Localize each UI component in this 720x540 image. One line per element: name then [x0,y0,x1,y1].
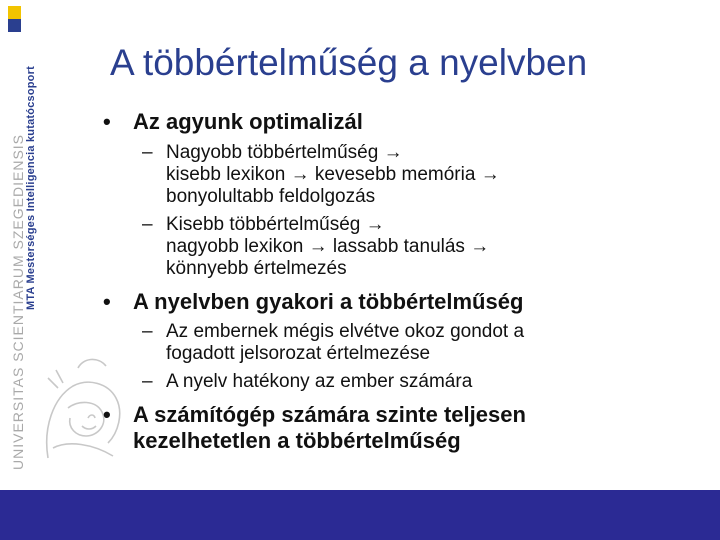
bullet-dot-icon: • [103,109,111,134]
bullet-1 [103,109,363,135]
bullet-2 [103,289,524,315]
sub-bullet-2-1: – Az embernek mégis elvétve okoz gondot a fogadott jelsorozat értelmezése [142,321,525,364]
arrow-icon: → [290,164,310,185]
slide-title: A többértelműség a nyelvben [110,42,588,83]
university-label: UNIVERSITAS SCIENTIARUM SZEGEDIENSIS [10,133,26,470]
bottom-bar [0,490,720,540]
arrow-icon: → [470,236,490,257]
logo-mark-icon [8,6,21,32]
arrow-icon: → [383,142,403,163]
arrow-icon: → [365,214,385,235]
bullet-1-text: Az agyunk optimalizál [133,109,363,134]
sub-bullet-1-1: – Nagyobb többértelműség → kisebb lexikon → kevesebb memória → bonyolultabb feldolgozás [142,142,500,207]
bullet-2-text: A nyelvben gyakori a többértelműség [133,289,524,314]
institute-label: MTA Mesterséges Intelligencia kutatócsoport [25,66,37,310]
bullet-3: • A számítógép számára szinte teljesen kezelhetetlen a többértelműség [103,402,526,453]
sub-bullet-2-2: – A nyelv hatékony az ember számára [142,371,473,392]
university-seal-icon [38,348,128,463]
arrow-icon: → [480,164,500,185]
arrow-icon: → [308,236,328,257]
bullet-dot-icon: • [103,402,111,427]
sub-bullet-1-2: – Kisebb többértelműség → nagyobb lexikon → lassabb tanulás → könnyebb értelmezés [142,214,490,279]
bullet-dot-icon: • [103,289,111,314]
